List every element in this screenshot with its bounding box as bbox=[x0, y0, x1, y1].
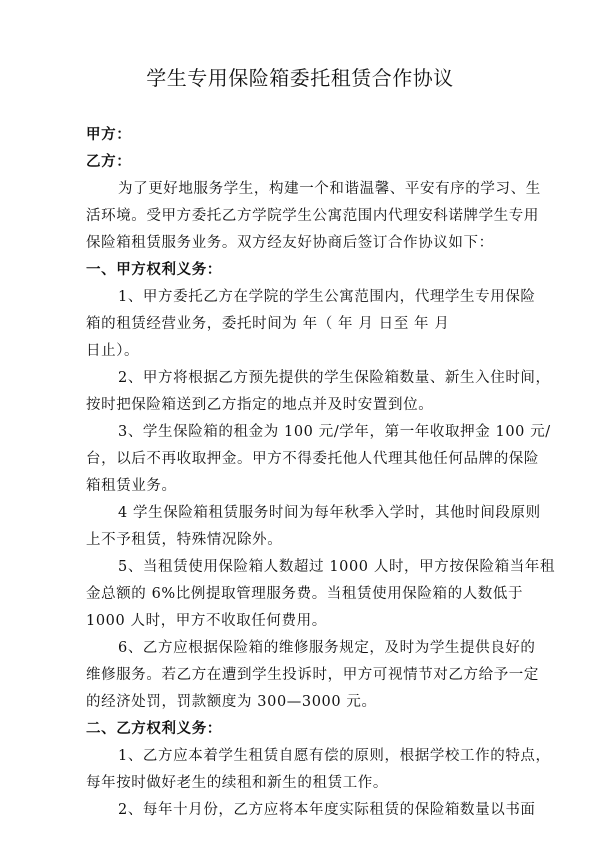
clause-a4-line-1: 4 学生保险箱租赁服务时间为每年秋季入学时，其他时间段原则 bbox=[118, 505, 541, 521]
document-title: 学生专用保险箱委托租赁合作协议 bbox=[146, 66, 454, 90]
party-b-label: 乙方： bbox=[86, 154, 132, 170]
clause-a1-line-1: 1、甲方委托乙方在学院的学生公寓范围内，代理学生专用保险 bbox=[118, 289, 536, 305]
clause-a6-line-2: 维修服务。若乙方在遭到学生投诉时，甲方可视情节对乙方给予一定 bbox=[86, 667, 539, 683]
clause-b1-line-2: 每年按时做好老生的续租和新生的租赁工作。 bbox=[86, 775, 388, 791]
clause-a3-line-2: 台，以后不再收取押金。甲方不得委托他人代理其他任何品牌的保险 bbox=[86, 451, 539, 467]
clause-a3-line-1: 3、学生保险箱的租金为 100 元/学年，第一年收取押金 100 元/ bbox=[118, 424, 551, 440]
clause-a5-line-1: 5、当租赁使用保险箱人数超过 1000 人时，甲方按保险箱当年租 bbox=[118, 559, 556, 575]
clause-a1-line-2: 箱的租赁经营业务，委托时间为 年（ 年 月 日至 年 月 bbox=[86, 316, 450, 332]
clause-a6-line-3: 的经济处罚，罚款额度为 300—3000 元。 bbox=[86, 694, 377, 710]
intro-line-1: 为了更好地服务学生，构建一个和谐温馨、平安有序的学习、生 bbox=[118, 181, 541, 197]
clause-b2-line-1: 2、每年十月份，乙方应将本年度实际租赁的保险箱数量以书面 bbox=[118, 802, 536, 818]
section2-heading: 二、乙方权利义务： bbox=[86, 721, 222, 737]
clause-a5-line-2: 金总额的 6%比例提取管理服务费。当租赁使用保险箱的人数低于 bbox=[86, 586, 524, 602]
clause-a3-line-3: 箱租赁业务。 bbox=[86, 478, 177, 494]
clause-a2-line-2: 按时把保险箱送到乙方指定的地点并及时安置到位。 bbox=[86, 397, 434, 413]
party-a-label: 甲方： bbox=[86, 127, 132, 143]
section1-heading: 一、甲方权利义务： bbox=[86, 262, 222, 278]
clause-a6-line-1: 6、乙方应根据保险箱的维修服务规定，及时为学生提供良好的 bbox=[118, 640, 536, 656]
clause-b1-line-1: 1、乙方应本着学生租赁自愿有偿的原则，根据学校工作的特点， bbox=[118, 748, 551, 764]
clause-a2-line-1: 2、甲方将根据乙方预先提供的学生保险箱数量、新生入住时间， bbox=[118, 370, 551, 386]
intro-line-3: 保险箱租赁服务业务。双方经友好协商后签订合作协议如下： bbox=[86, 235, 494, 251]
clause-a5-line-3: 1000 人时，甲方不收取任何费用。 bbox=[86, 613, 327, 629]
clause-a1-line-3: 日止）。 bbox=[86, 343, 140, 359]
intro-line-2: 活环境。受甲方委托乙方学院学生公寓范围内代理安科诺牌学生专用 bbox=[86, 208, 539, 224]
clause-a4-line-2: 上不予租赁，特殊情况除外。 bbox=[86, 532, 283, 548]
